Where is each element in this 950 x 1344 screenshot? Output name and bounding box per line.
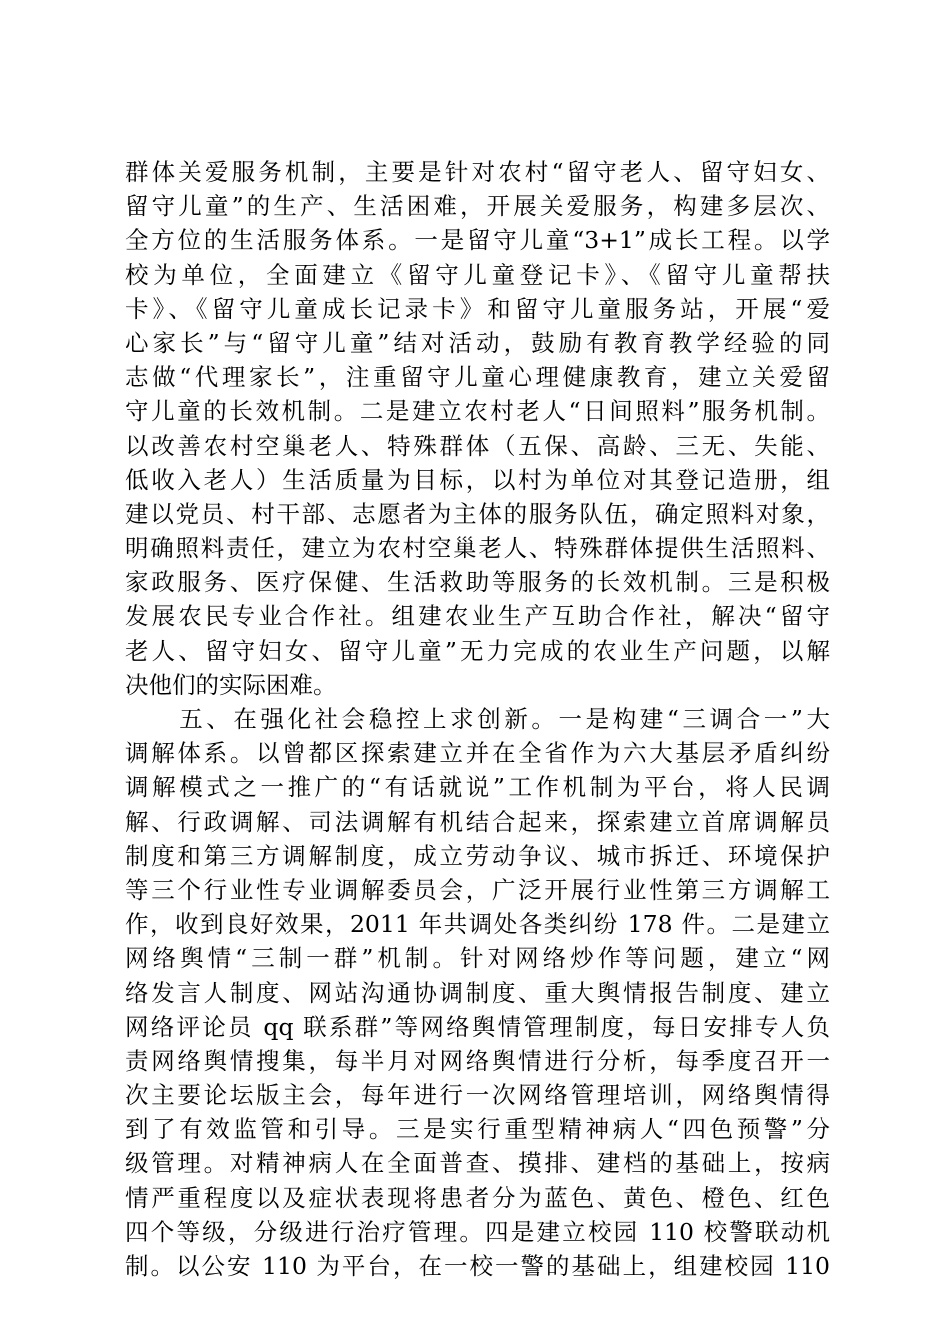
text-line: 调解模式之一推广的“有话就说”工作机制为平台，将人民调 [125,773,830,802]
text-line: 志做“代理家长”，注重留守儿童心理健康教育，建立关爱留 [125,363,830,392]
text-line: 校为单位，全面建立《留守儿童登记卡》、《留守儿童帮扶 [125,260,830,289]
text-line: 家政服务、医疗保健、生活救助等服务的长效机制。三是积极 [125,568,830,597]
text-line: 四个等级，分级进行治疗管理。四是建立校园 110 校警联动机 [125,1217,830,1246]
text-line: 次主要论坛版主会，每年进行一次网络管理培训，网络舆情得 [125,1081,830,1110]
text-line: 建以党员、村干部、志愿者为主体的服务队伍，确定照料对象， [125,499,830,528]
text-line: 发展农民专业合作社。组建农业生产互助合作社，解决“留守 [125,602,830,631]
text-line: 解、行政调解、司法调解有机结合起来，探索建立首席调解员 [125,807,830,836]
text-line: 决他们的实际困难。 [125,670,337,699]
text-line: 群体关爱服务机制，主要是针对农村“留守老人、留守妇女、 [125,158,830,186]
text-line: 五、在强化社会稳控上求创新。一是构建“三调合一”大 [125,705,830,733]
text-line: 级管理。对精神病人在全面普查、摸排、建档的基础上，按病 [125,1149,830,1178]
text-line: 老人、留守妇女、留守儿童”无力完成的农业生产问题，以解 [125,636,830,665]
text-line: 网络评论员 qq 联系群”等网络舆情管理制度，每日安排专人负 [125,1012,830,1041]
text-line: 调解体系。以曾都区探索建立并在全省作为六大基层矛盾纠纷 [125,739,830,768]
text-line: 责网络舆情搜集，每半月对网络舆情进行分析，每季度召开一 [125,1046,830,1075]
text-line: 网络舆情“三制一群”机制。针对网络炒作等问题，建立“网 [125,944,830,973]
text-line: 情严重程度以及症状表现将患者分为蓝色、黄色、橙色、红色 [125,1183,830,1212]
text-line: 卡》、《留守儿童成长记录卡》和留守儿童服务站，开展“爱 [125,294,830,323]
text-line: 制。以公安 110 为平台，在一校一警的基础上，组建校园 110 [125,1252,830,1280]
text-line: 明确照料责任，建立为农村空巢老人、特殊群体提供生活照料、 [125,534,830,563]
text-line: 心家长”与“留守儿童”结对活动，鼓励有教育教学经验的同 [125,328,830,357]
text-line: 到了有效监管和引导。三是实行重型精神病人“四色预警”分 [125,1115,830,1144]
text-line: 作，收到良好效果，2011 年共调处各类纠纷 178 件。二是建立 [125,910,830,939]
text-line: 留守儿童”的生产、生活困难，开展关爱服务，构建多层次、 [125,192,830,221]
text-line: 制度和第三方调解制度，成立劳动争议、城市拆迁、环境保护 [125,841,830,870]
document-body [125,155,830,1283]
text-line: 络发言人制度、网站沟通协调制度、重大舆情报告制度、建立 [125,978,830,1007]
text-line: 等三个行业性专业调解委员会，广泛开展行业性第三方调解工 [125,875,830,904]
text-line: 全方位的生活服务体系。一是留守儿童“3+1”成长工程。以学 [125,226,830,255]
text-line: 守儿童的长效机制。二是建立农村老人“日间照料”服务机制。 [125,397,830,426]
text-line: 以改善农村空巢老人、特殊群体（五保、高龄、三无、失能、 [125,431,830,460]
text-line: 低收入老人）生活质量为目标，以村为单位对其登记造册，组 [125,465,830,494]
